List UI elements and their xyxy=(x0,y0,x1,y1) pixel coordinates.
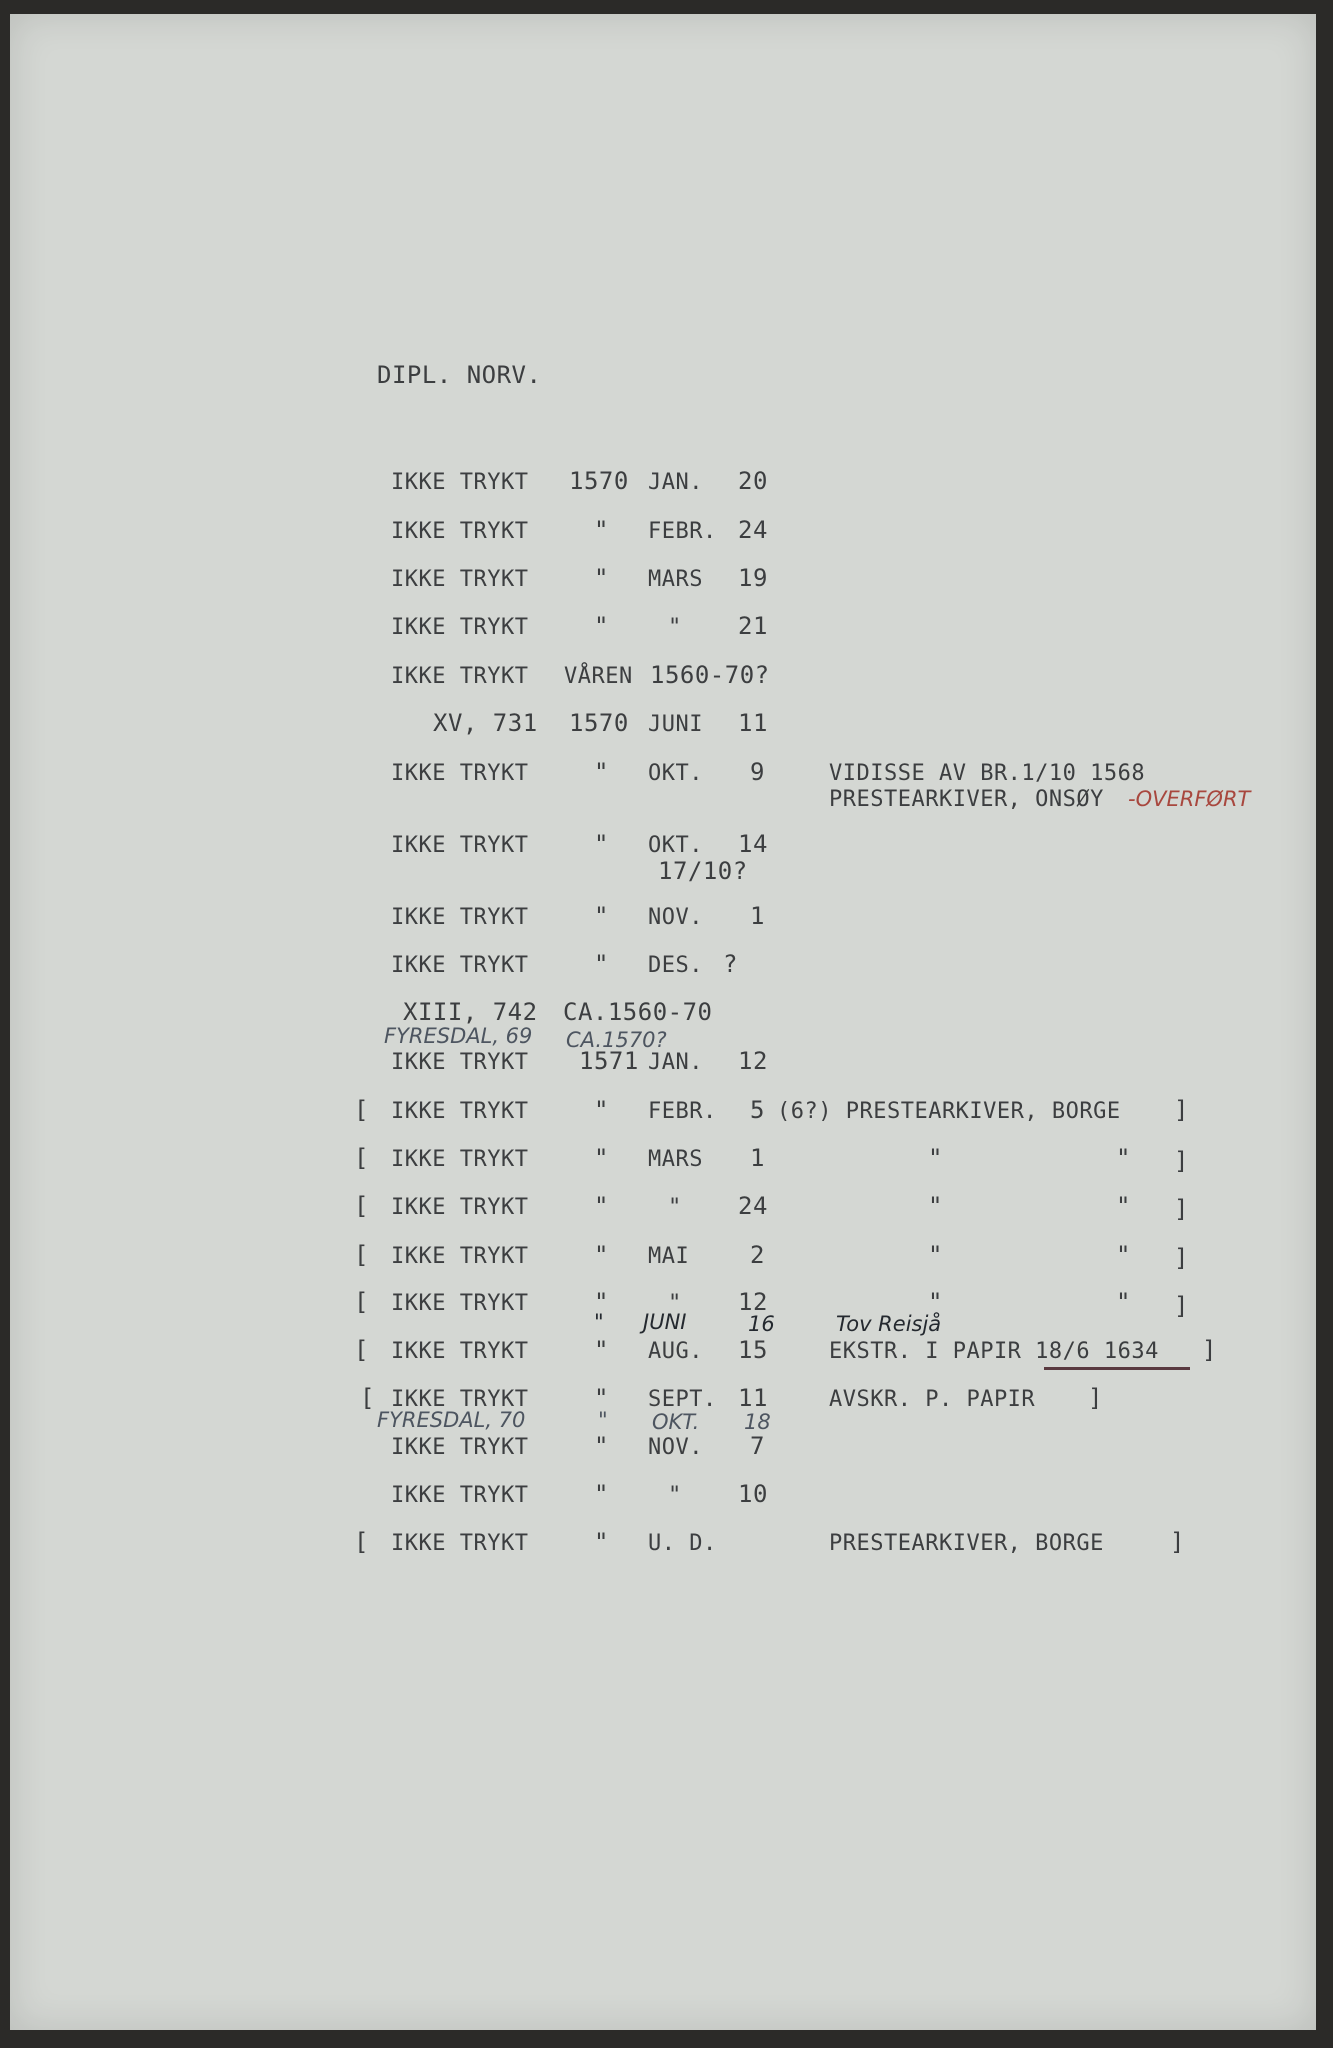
row-day: ? xyxy=(723,950,738,978)
row-note: PRESTEARKIVER, BORGE xyxy=(829,1531,1104,1556)
row-day: 19 xyxy=(738,564,768,592)
row-day: 9 xyxy=(750,758,765,786)
row-day: 11 xyxy=(738,709,768,737)
open-bracket: [ xyxy=(354,1528,369,1556)
row-note: EKSTR. I PAPIR 18/6 1634 xyxy=(829,1339,1159,1364)
row-year: " xyxy=(594,1241,609,1269)
handwritten-ca-1570: CA.1570? xyxy=(566,1028,667,1052)
row-label: IKKE TRYKT xyxy=(391,1387,529,1412)
row-year: 1570 xyxy=(569,709,629,737)
row-note-ditto: " xyxy=(928,1192,943,1220)
close-bracket: ] xyxy=(1174,1195,1189,1223)
row-day: 5 xyxy=(750,1096,765,1124)
row-month: MARS xyxy=(648,1147,703,1172)
row-label: IKKE TRYKT xyxy=(391,567,529,592)
row-year: " xyxy=(594,1528,609,1556)
open-bracket: [ xyxy=(354,1241,369,1269)
open-bracket: [ xyxy=(360,1384,375,1412)
row-year: " xyxy=(594,830,609,858)
row-year: " xyxy=(594,902,609,930)
row-month: FEBR. xyxy=(648,1099,717,1124)
row-label: IKKE TRYKT xyxy=(391,1195,529,1220)
close-bracket: ] xyxy=(1174,1292,1189,1320)
row-year: " xyxy=(594,1096,609,1124)
row-label: IKKE TRYKT xyxy=(391,1435,529,1460)
open-bracket: [ xyxy=(354,1192,369,1220)
row-day: 24 xyxy=(738,516,768,544)
row-month: " xyxy=(668,1483,682,1508)
row-note-ditto: " xyxy=(1116,1192,1131,1220)
row-month: NOV. xyxy=(648,1435,703,1460)
row-day: 10 xyxy=(738,1480,768,1508)
row-year: " xyxy=(594,1192,609,1220)
handwritten-fyresdal-69: FYRESDAL, 69 xyxy=(384,1024,533,1048)
row-month: FEBR. xyxy=(648,519,717,544)
row-month: DES. xyxy=(648,953,703,978)
row-day: 11 xyxy=(738,1384,768,1412)
row-year: " xyxy=(594,516,609,544)
row-month: MARS xyxy=(648,567,703,592)
document-page xyxy=(10,14,1316,2030)
handwritten-juni: JUNI xyxy=(643,1310,687,1334)
row-month: JAN. xyxy=(648,1050,703,1075)
handwritten-tov-reisja: Tov Reisjå xyxy=(836,1312,942,1336)
row-year: 1570 xyxy=(569,467,629,495)
row-month: " xyxy=(668,615,682,640)
document-header: DIPL. NORV. xyxy=(377,361,542,389)
row-note: AVSKR. P. PAPIR xyxy=(829,1387,1036,1412)
row-day: 12 xyxy=(738,1047,768,1075)
close-bracket: ] xyxy=(1170,1528,1185,1556)
row-label: IKKE TRYKT xyxy=(391,953,529,978)
row-day: 24 xyxy=(738,1192,768,1220)
row-year: 1571 xyxy=(579,1047,639,1075)
row-year: " xyxy=(594,950,609,978)
row-day: 14 xyxy=(738,830,768,858)
row-month: 1560-70? xyxy=(650,661,770,689)
row-label: IKKE TRYKT xyxy=(391,761,529,786)
row-month: OKT. xyxy=(648,761,703,786)
row-year: VÅREN xyxy=(564,664,633,689)
row-year: " xyxy=(594,1384,609,1412)
row-year: " xyxy=(594,1432,609,1460)
close-bracket: ] xyxy=(1174,1244,1189,1272)
row-day: 1 xyxy=(750,902,765,930)
row-day: 12 xyxy=(738,1288,768,1316)
row-day: 1 xyxy=(750,1144,765,1172)
row-month: U. D. xyxy=(648,1531,717,1556)
row-month: JUNI xyxy=(648,712,703,737)
row-day: 7 xyxy=(750,1432,765,1460)
row-label: IKKE TRYKT xyxy=(391,1099,529,1124)
row-day: 2 xyxy=(750,1241,765,1269)
handwritten-juni-day: 16 xyxy=(748,1312,775,1336)
row-day: 20 xyxy=(738,467,768,495)
handwritten-okt-day: 18 xyxy=(744,1410,771,1434)
row-month: AUG. xyxy=(648,1339,703,1364)
row-year: CA.1560-70 xyxy=(563,998,713,1026)
row-year: " xyxy=(594,1288,609,1316)
row-note-ditto: " xyxy=(928,1241,943,1269)
row-label: IKKE TRYKT xyxy=(391,1147,529,1172)
row-label: IKKE TRYKT xyxy=(391,1244,529,1269)
close-bracket: ] xyxy=(1202,1336,1217,1364)
row-note-ditto: " xyxy=(1116,1144,1131,1172)
row-year: " xyxy=(594,1336,609,1364)
open-bracket: [ xyxy=(354,1096,369,1124)
row-label: IKKE TRYKT xyxy=(391,470,529,495)
handwritten-fyresdal-70: FYRESDAL, 70 xyxy=(377,1408,526,1432)
open-bracket: [ xyxy=(354,1288,369,1316)
close-bracket: ] xyxy=(1088,1384,1103,1412)
open-bracket: [ xyxy=(354,1144,369,1172)
row-note-ditto: " xyxy=(928,1144,943,1172)
close-bracket: ] xyxy=(1174,1147,1189,1175)
row-label: IKKE TRYKT xyxy=(391,1050,529,1075)
row-year: " xyxy=(594,564,609,592)
row-day: 21 xyxy=(738,612,768,640)
row-label: IKKE TRYKT xyxy=(391,664,529,689)
row-month: " xyxy=(668,1291,682,1316)
row-label: IKKE TRYKT xyxy=(391,519,529,544)
handwritten-okt-ditto: " xyxy=(598,1408,608,1432)
row-label: XV, 731 xyxy=(433,709,538,737)
underline-mark xyxy=(1044,1367,1190,1370)
handwritten-okt: OKT. xyxy=(652,1410,700,1434)
row-label: XIII, 742 xyxy=(403,998,538,1026)
row-month: OKT. xyxy=(648,833,703,858)
row-label: IKKE TRYKT xyxy=(391,1339,529,1364)
row-day: 15 xyxy=(738,1336,768,1364)
row-month: SEPT. xyxy=(648,1387,717,1412)
row-year: " xyxy=(594,1480,609,1508)
close-bracket: ] xyxy=(1174,1096,1189,1124)
handwritten-overfort: -OVERFØRT xyxy=(1128,787,1251,811)
row-month: NOV. xyxy=(648,905,703,930)
row-month: JAN. xyxy=(648,470,703,495)
row-note-ditto: " xyxy=(1116,1288,1131,1316)
row-note: (6?) PRESTEARKIVER, BORGE xyxy=(777,1099,1121,1124)
row-label: IKKE TRYKT xyxy=(391,1291,529,1316)
open-bracket: [ xyxy=(354,1336,369,1364)
row-month: MAI xyxy=(648,1244,690,1269)
row-label: IKKE TRYKT xyxy=(391,1483,529,1508)
row-note-ditto: " xyxy=(1116,1241,1131,1269)
row-note-ditto: " xyxy=(928,1288,943,1316)
row-month: " xyxy=(668,1195,682,1220)
row-year: " xyxy=(594,1144,609,1172)
row-year: " xyxy=(594,612,609,640)
row-label: IKKE TRYKT xyxy=(391,905,529,930)
row-label: IKKE TRYKT xyxy=(391,615,529,640)
row-note-secondary: PRESTEARKIVER, ONSØY xyxy=(829,787,1104,812)
row-label: IKKE TRYKT xyxy=(391,833,529,858)
row-year: " xyxy=(594,758,609,786)
row-note: VIDISSE AV BR.1/10 1568 xyxy=(829,761,1146,786)
handwritten-juni-ditto: " xyxy=(594,1310,604,1334)
row-label: IKKE TRYKT xyxy=(391,1531,529,1556)
row-subdate: 17/10? xyxy=(658,857,748,885)
